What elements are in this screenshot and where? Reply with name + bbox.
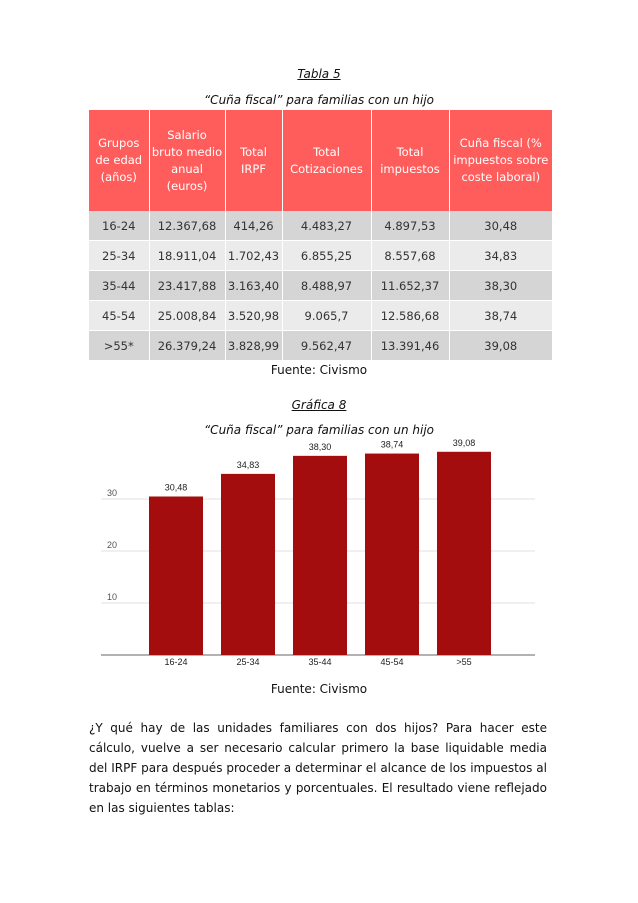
y-tick-label: 20 (107, 540, 118, 550)
data-table (89, 110, 552, 361)
table-cell: 4.897,53 (371, 211, 449, 241)
table-cell: 38,74 (449, 301, 552, 331)
table-cell: 9.065,7 (282, 301, 371, 331)
column-header: Grupos de edad (años) (89, 110, 149, 211)
table-cell: >55* (89, 331, 149, 361)
table-source: Fuente: Civismo (270, 363, 368, 377)
table-cell: 16-24 (89, 211, 149, 241)
x-tick-label: 35-44 (308, 657, 332, 667)
table-cell: 3.828,99 (225, 331, 282, 361)
table-cell: 13.391,46 (371, 331, 449, 361)
table-row (89, 301, 552, 331)
column-header: Total IRPF (225, 110, 282, 211)
y-tick-label: 10 (107, 592, 118, 602)
table-row (89, 241, 552, 271)
bar (365, 454, 419, 655)
table-cell: 35-44 (89, 271, 149, 301)
bar (293, 456, 347, 655)
table-cell: 3.163,40 (225, 271, 282, 301)
table-cell: 6.855,25 (282, 241, 371, 271)
y-tick-label: 30 (107, 488, 118, 498)
table-cell: 30,48 (449, 211, 552, 241)
figure-caption-label: Gráfica 8 (291, 398, 347, 412)
bar (221, 474, 275, 655)
body-paragraph: ¿Y qué hay de las unidades familiares con dos hijos? Para hacer este cálculo, vuelve a ser necesario calcular primero la base liquidable media del IRPF para después proceder a determinar el alcance de los impuestos al trabajo en términos monetarios y porcentuales. El resultado viene reflejado en las siguientes tablas: (89, 721, 547, 815)
column-header: Total impuestos (371, 110, 449, 211)
table-cell: 34,83 (449, 241, 552, 271)
data-label: 30,48 (164, 482, 188, 493)
table-cell: 38,30 (449, 271, 552, 301)
table-cell: 12.367,68 (149, 211, 225, 241)
table-cell: 25-34 (89, 241, 149, 271)
table-cell: 23.417,88 (149, 271, 225, 301)
table-cell: 45-54 (89, 301, 149, 331)
table-row (89, 211, 552, 241)
table-cell: 25.008,84 (149, 301, 225, 331)
table-cell: 1.702,43 (225, 241, 282, 271)
table-caption-label: Tabla 5 (297, 67, 341, 81)
x-tick-label: 16-24 (164, 657, 188, 667)
data-label: 38,74 (380, 439, 404, 450)
table-cell: 8.488,97 (282, 271, 371, 301)
table-row (89, 331, 552, 361)
table-cell: 26.379,24 (149, 331, 225, 361)
column-header: Total Cotizaciones (282, 110, 371, 211)
table-title: “Cuña fiscal” para familias con un hijo (203, 93, 435, 107)
column-header: Cuña fiscal (% impuestos sobre coste laboral) (449, 110, 552, 211)
bar-chart (89, 437, 537, 667)
x-tick-label: >55 (456, 657, 472, 667)
column-header: Salario bruto medio anual (euros) (149, 110, 225, 211)
data-label: 38,30 (308, 441, 332, 452)
x-tick-label: 45-54 (380, 657, 404, 667)
table-cell: 414,26 (225, 211, 282, 241)
table-cell: 3.520,98 (225, 301, 282, 331)
data-label: 34,83 (236, 459, 260, 470)
table-row (89, 271, 552, 301)
bar (437, 452, 491, 655)
table-cell: 8.557,68 (371, 241, 449, 271)
table-cell: 18.911,04 (149, 241, 225, 271)
bar-chart-svg (89, 437, 537, 667)
table-cell: 4.483,27 (282, 211, 371, 241)
table-header-row (89, 110, 552, 211)
table-cell: 11.652,37 (371, 271, 449, 301)
x-tick-label: 25-34 (236, 657, 260, 667)
bar (149, 497, 203, 655)
figure-source: Fuente: Civismo (270, 682, 368, 696)
table-cell: 39,08 (449, 331, 552, 361)
table-cell: 12.586,68 (371, 301, 449, 331)
figure-title: “Cuña fiscal” para familias con un hijo (203, 423, 435, 437)
data-label: 39,08 (452, 437, 476, 448)
table-cell: 9.562,47 (282, 331, 371, 361)
